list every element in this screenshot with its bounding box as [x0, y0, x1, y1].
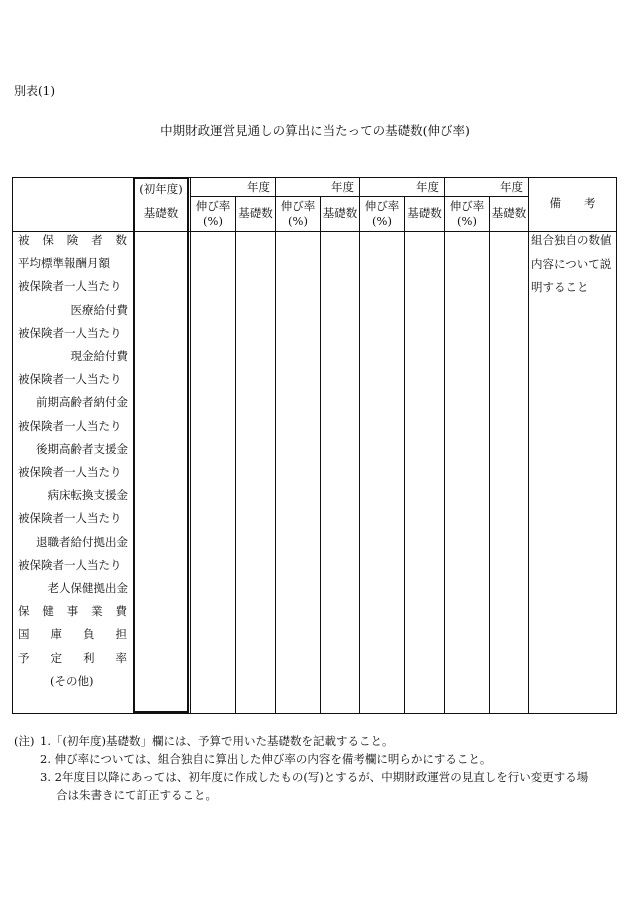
year-header: 年度	[247, 180, 270, 194]
row-label: 病床転換支援金	[47, 488, 128, 503]
growth-rate-header: 伸び率	[364, 199, 400, 213]
row-label: 老人保健拠出金	[47, 581, 128, 595]
remarks-line: 明すること	[531, 280, 589, 294]
notes-prefix: (注)	[14, 734, 35, 748]
row-label: 退職者給付拠出金	[36, 534, 128, 549]
row-label: 国 庫 負 担	[18, 627, 127, 642]
note-item: 1.「(初年度)基礎数」欄には、予算で用いた基礎数を記載すること。	[40, 734, 394, 748]
initial-year-header: (初年度)	[139, 182, 183, 196]
remarks-header: 備 考	[549, 196, 596, 210]
note-item: 2. 伸び率については、組合独自に算出した伸び率の内容を備考欄に明らかにすること。	[40, 752, 492, 766]
initial-year-column-frame	[133, 177, 189, 713]
row-label: 被保険者一人当たり	[18, 279, 122, 294]
year-header: 年度	[500, 180, 523, 194]
row-label: 予 定 利 率	[18, 650, 127, 665]
row-label: 医療給付費	[70, 302, 128, 317]
remarks-line: 内容について説	[531, 257, 612, 271]
base-number-header: 基礎数	[407, 206, 442, 220]
percent-label: (%)	[457, 214, 477, 228]
row-label: 被保険者一人当たり	[18, 465, 122, 479]
remarks-line: 組合独自の数値	[531, 233, 612, 247]
growth-rate-header: 伸び率	[195, 199, 231, 213]
row-label: 前期高齢者納付金	[36, 395, 128, 410]
percent-label: (%)	[203, 214, 223, 228]
row-label: 被保険者一人当たり	[18, 557, 122, 572]
row-label: 現金給付費	[70, 349, 128, 363]
base-number-header: 基礎数	[491, 206, 527, 220]
percent-label: (%)	[372, 214, 392, 228]
base-number-header: 基礎数	[322, 206, 358, 220]
document-title: 中期財政運営見通しの算出に当たっての基礎数(伸び率)	[160, 123, 470, 138]
row-label: 被保険者一人当たり	[18, 511, 122, 526]
growth-rate-header: 伸び率	[280, 199, 316, 213]
note-item: 3. 2年度目以降にあっては、初年度に作成したもの(写)とするが、中期財政運営の見直しを行い変更する場	[40, 770, 589, 784]
percent-label: (%)	[288, 214, 308, 228]
year-header: 年度	[331, 180, 354, 194]
row-label: 平均標準報酬月額	[18, 256, 110, 271]
initial-base-number-header: 基礎数	[143, 206, 179, 220]
row-label: 被保険者一人当たり	[18, 418, 122, 433]
row-label: 被 保 険 者 数	[18, 233, 127, 247]
row-label: 保 健 事 業 費	[18, 604, 127, 619]
row-label: 被保険者一人当たり	[18, 372, 122, 387]
year-header: 年度	[416, 180, 439, 194]
growth-rate-header: 伸び率	[449, 199, 485, 213]
row-label: 後期高齢者支援金	[36, 441, 128, 456]
base-number-header: 基礎数	[238, 206, 273, 220]
row-label: (その他)	[50, 673, 94, 688]
attachment-label: 別表(1)	[14, 84, 55, 98]
row-label: 被保険者一人当たり	[18, 325, 122, 340]
base-number-table	[12, 177, 617, 714]
note-item: 合は朱書きにて訂正すること。	[56, 788, 217, 802]
